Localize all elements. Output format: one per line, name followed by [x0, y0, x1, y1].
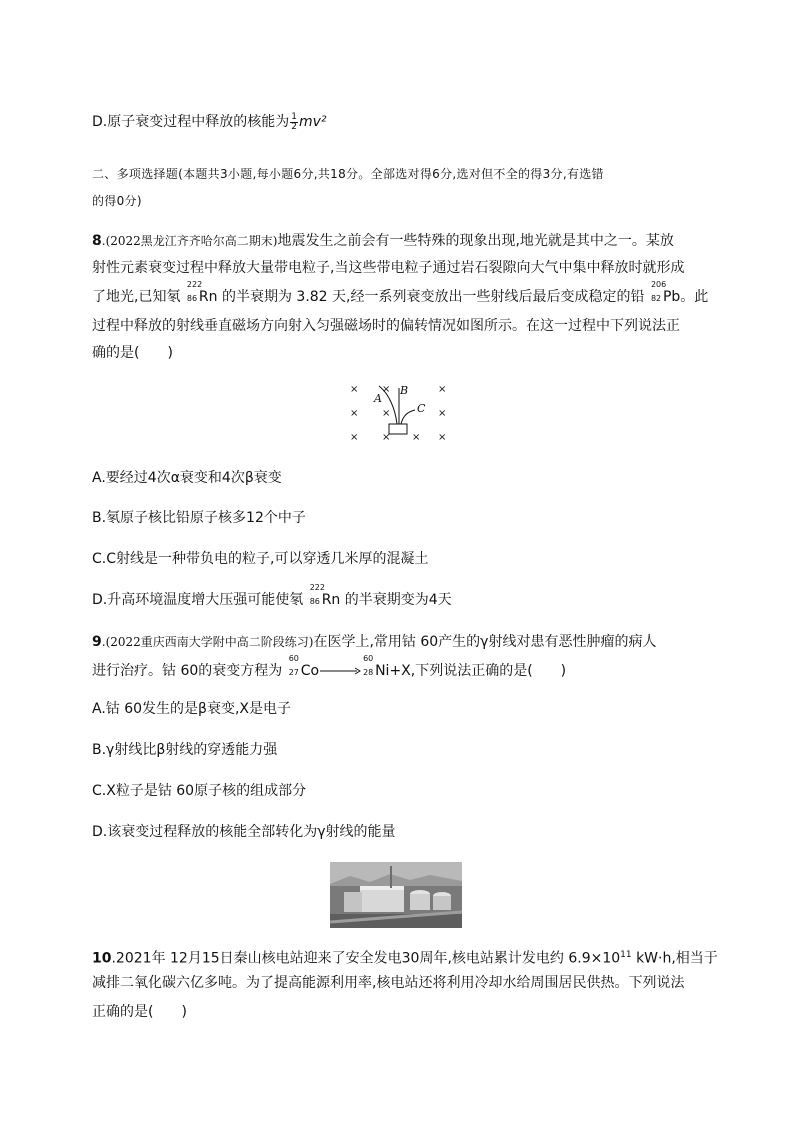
section-header-line2: 的得0分): [92, 194, 142, 208]
nuclide-rn: 222 86 Rn: [186, 280, 218, 305]
ray-c-path: [401, 410, 415, 424]
q8-line4: 过程中释放的射线垂直磁场方向射入匀强磁场时的偏转情况如图所示。在这一过程中下列说法正: [92, 318, 680, 334]
label-c: C: [417, 402, 426, 415]
reaction-arrow-icon: [319, 666, 361, 676]
field-mark: ×: [382, 432, 391, 443]
question-source: .(2022重庆西南大学附中高二阶段练习): [101, 635, 314, 649]
question-number: 9: [92, 634, 102, 650]
nuclide-rn: 222 86 Rn: [309, 583, 341, 608]
field-mark: ×: [438, 384, 447, 395]
q9-option-c: C.X粒子是钴 60原子核的组成部分: [92, 783, 307, 799]
q8-option-b: B.氡原子核比铅原子核多12个中子: [92, 510, 306, 526]
label-a: A: [374, 392, 382, 405]
field-mark: ×: [438, 408, 447, 419]
q10-line1: 10.2021年 12月15日秦山核电站迎来了安全发电30周年,核电站累计发电约 $6.9\times 10^{11}$ kW·h,相当于: [92, 950, 718, 967]
magnetic-field-figure: [345, 378, 455, 444]
q8-option-d: D.升高环境温度增大压强可能使氡 222 86 Rn 的半衰期变为4天: [92, 583, 452, 608]
field-mark: ×: [350, 432, 359, 443]
q9-line1: 9.(2022重庆西南大学附中高二阶段练习)在医学上,常用钴 60产生的γ射线对患有恶性肿瘤的病人: [92, 634, 657, 650]
plant-image: [330, 862, 462, 928]
question-number: 8: [92, 233, 102, 249]
nuclear-plant-photo: [330, 862, 462, 928]
q9-option-d: D.该衰变过程释放的核能全部转化为γ射线的能量: [92, 824, 396, 840]
option-d-q7: D.原子衰变过程中释放的核能为 $\frac{1}{2}$ mv²: [92, 111, 327, 132]
nuclide-ni: 60 28 Ni: [363, 654, 390, 679]
q8-line2: 射性元素衰变过程中释放大量带电粒子,当这些带电粒子通过岩石裂隙向大气中集中释放时就形成: [92, 260, 685, 276]
q8-line5: 确的是( ): [92, 345, 173, 361]
q9-option-b: B.γ射线比β射线的穿透能力强: [92, 742, 278, 758]
field-mark: ×: [438, 432, 447, 443]
q8-option-a: A.要经过4次α衰变和4次β衰变: [92, 470, 282, 486]
field-mark: ×: [350, 408, 359, 419]
source-box: [389, 424, 407, 434]
field-mark: ×: [350, 384, 359, 395]
q8-option-c: C.C射线是一种带负电的粒子,可以穿透几米厚的混凝土: [92, 551, 429, 567]
q10-line2: 减排二氧化碳六亿多吨。为了提高能源利用率,核电站还将利用冷却水给周围居民供热。下列说法: [92, 975, 685, 991]
fraction: $\frac{1}{2}$: [291, 111, 297, 132]
field-mark: ×: [382, 408, 391, 419]
question-source: .(2022黑龙江齐齐哈尔高二期末): [101, 234, 278, 248]
q8-line3: 了地光,已知氡 222 86 Rn 的半衰期为 3.82 天,经一系列衰变放出一些射线后最后变成稳定的铅 206 82 Pb。此: [92, 280, 709, 305]
q8-line1: 8.(2022黑龙江齐齐哈尔高二期末)地震发生之前会有一些特殊的现象出现,地光就是其中之一。某放: [92, 233, 674, 249]
nuclide-co: 60 27 Co: [288, 654, 320, 679]
q9-line2: 进行治疗。钴 60的衰变方程为 60 27 Co 60 28 Ni+X,下列说法正确的是( ): [92, 654, 567, 679]
field-mark: ×: [382, 384, 391, 395]
question-number: 10: [92, 950, 112, 967]
label-b: B: [400, 384, 409, 397]
section-header-line1: 二、多项选择题(本题共3小题,每小题6分,共18分。全部选对得6分,选对但不全的得3分,有选错: [92, 167, 604, 181]
q9-option-a: A.钴 60发生的是β衰变,X是电子: [92, 701, 292, 717]
field-mark: ×: [412, 432, 421, 443]
nuclide-pb: 206 82 Pb: [650, 280, 681, 305]
q10-line3: 正确的是( ): [92, 1004, 187, 1020]
